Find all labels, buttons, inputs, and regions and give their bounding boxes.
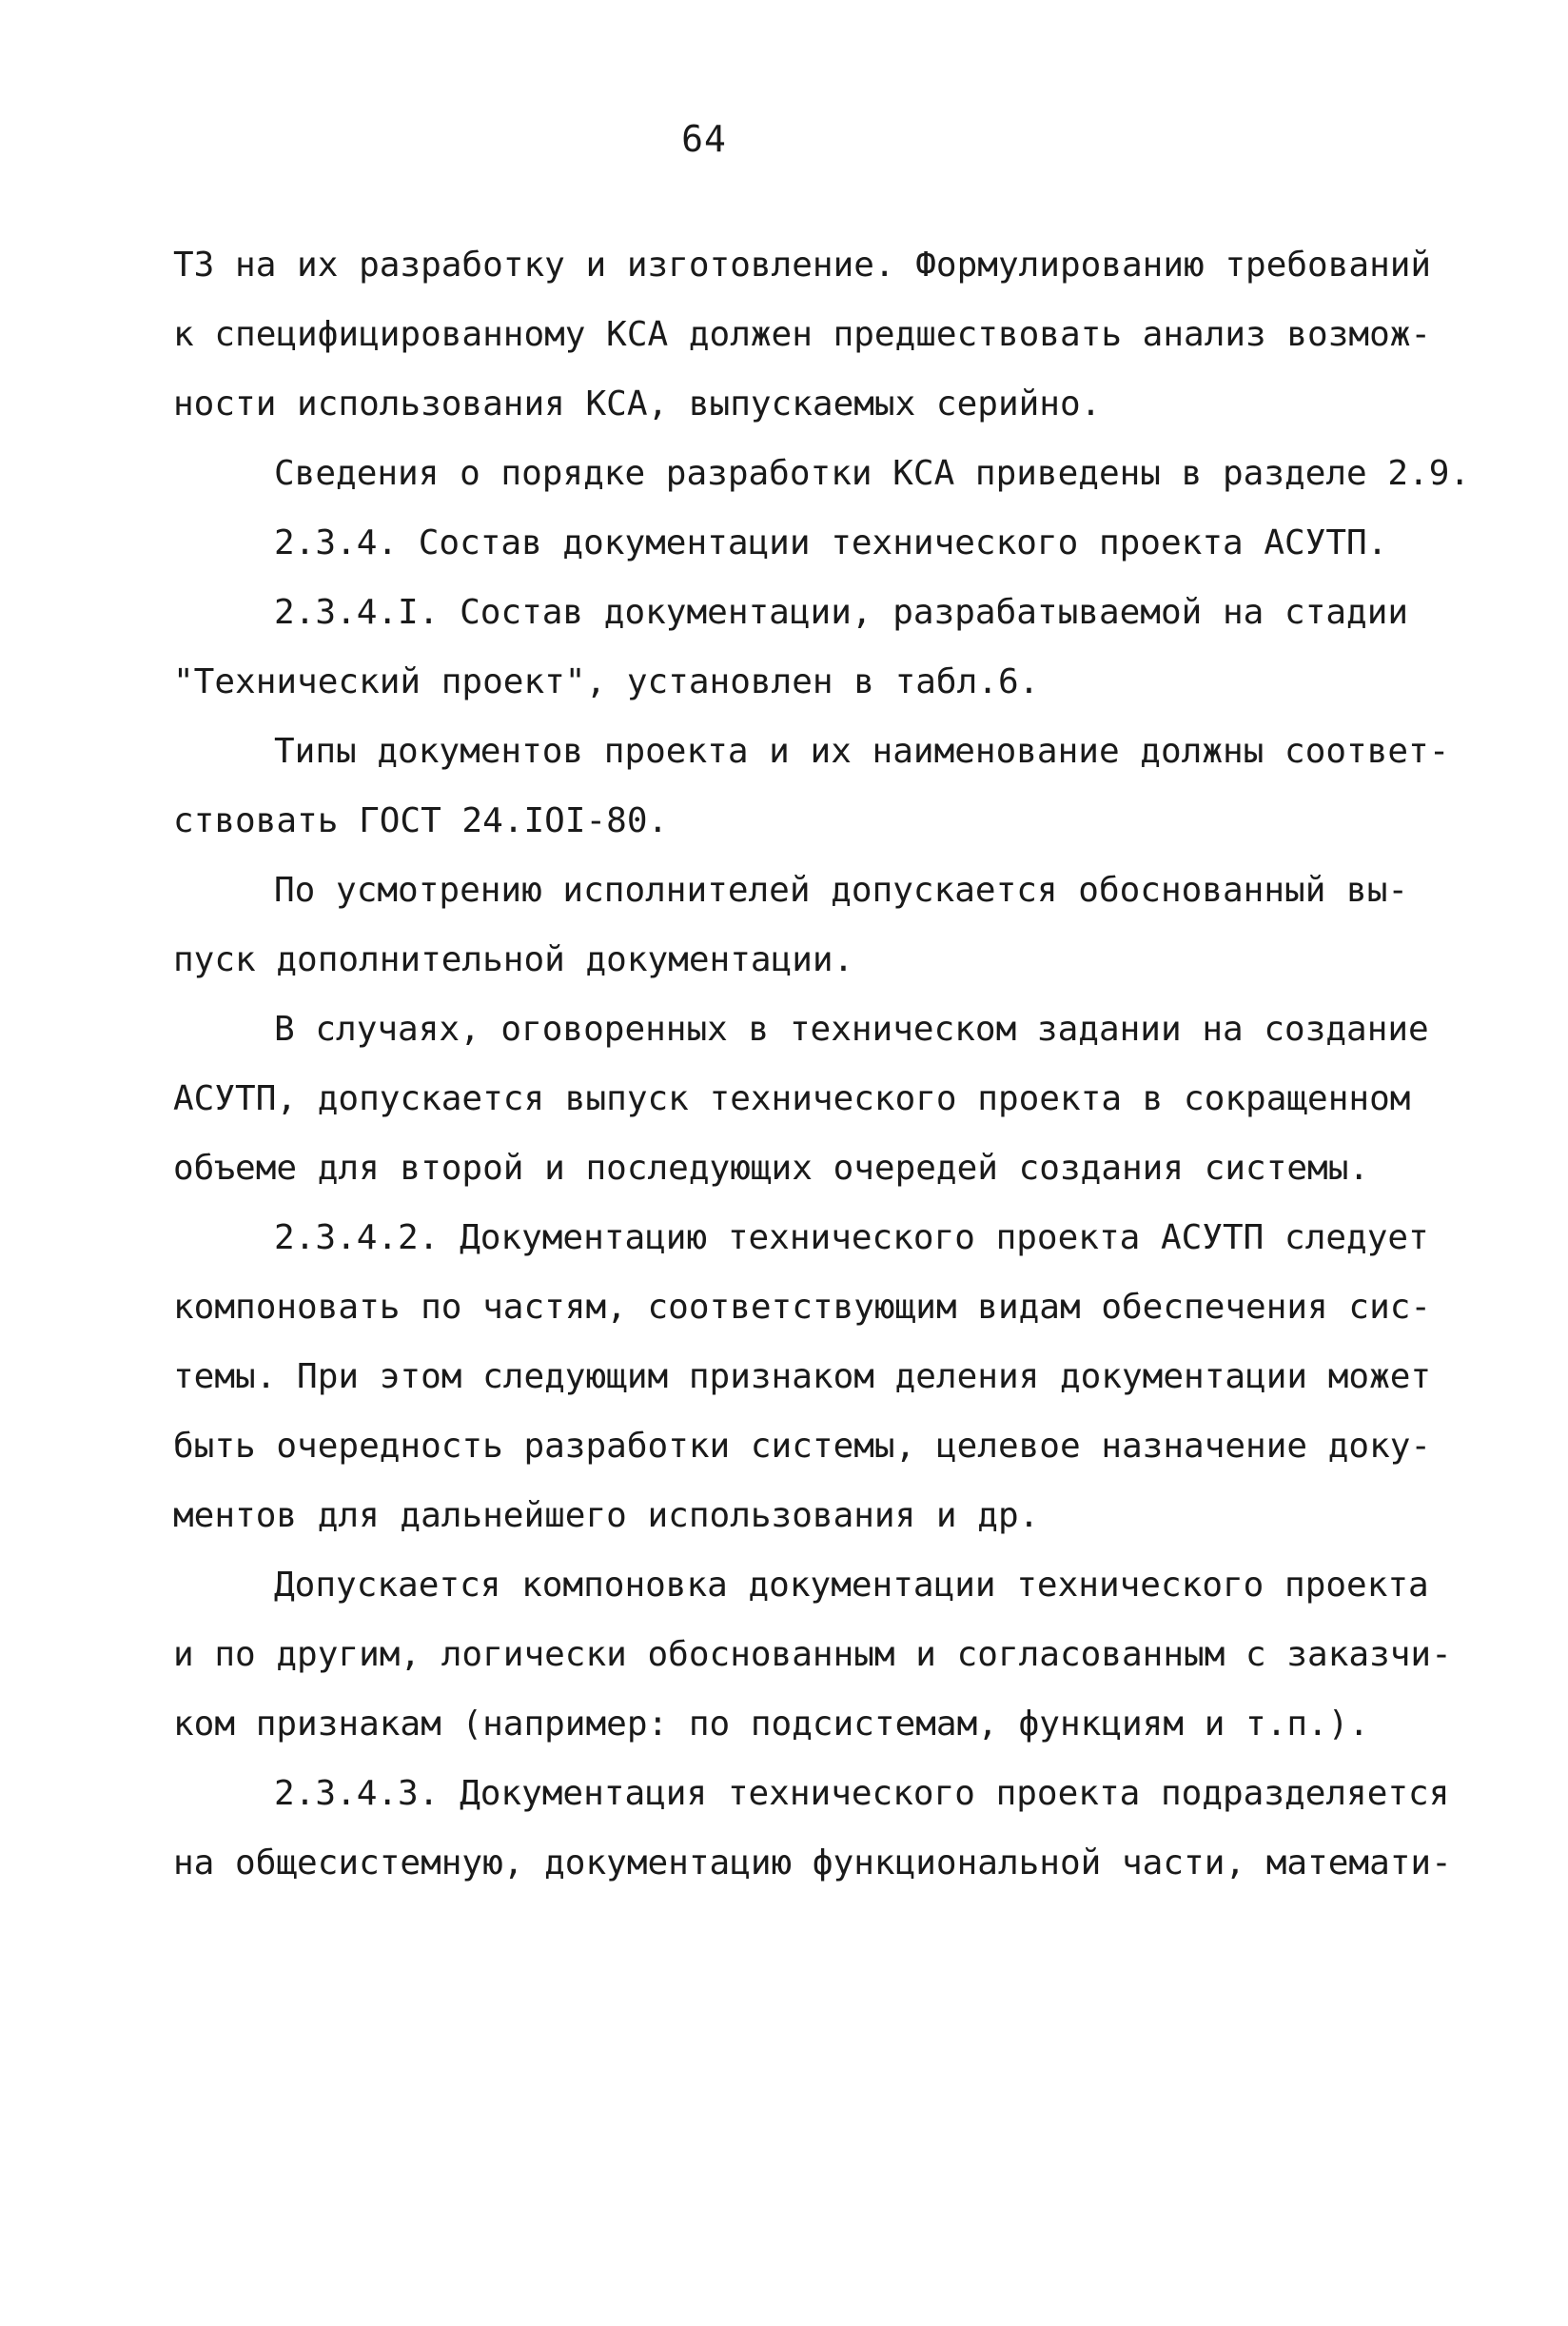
text-line: 2.3.4.3. Документация технического проекта подразделяется (274, 1774, 1450, 1813)
text-line: По усмотрению исполнителей допускается обоснованный вы- (274, 871, 1409, 910)
page-number: 64 (681, 118, 727, 160)
text-line: Сведения о порядке разработки КСА приведены в разделе 2.9. (274, 454, 1471, 493)
text-line: объеме для второй и последующих очередей создания системы. (173, 1149, 1370, 1188)
text-line: ТЗ на их разработку и изготовление. Формулированию требований (173, 246, 1432, 285)
text-line: ности использования КСА, выпускаемых серийно. (173, 384, 1102, 424)
text-line: "Технический проект", установлен в табл.6. (173, 662, 1040, 701)
text-line: ментов для дальнейшего использования и др. (173, 1496, 1040, 1535)
text-line: Допускается компоновка документации технического проекта (274, 1566, 1429, 1605)
text-line: быть очередность разработки системы, целевое назначение доку- (173, 1427, 1432, 1466)
section-heading: 2.3.4. Состав документации технического проекта АСУТП. (274, 523, 1388, 562)
text-line: 2.3.4.I. Состав документации, разрабатываемой на стадии (274, 593, 1409, 632)
text-line: В случаях, оговоренных в техническом задании на создание (274, 1010, 1429, 1049)
body-text (173, 230, 1471, 1898)
text-line: ствовать ГОСТ 24.IOI-80. (173, 801, 669, 840)
text-line: компоновать по частям, соответствующим видам обеспечения сис- (173, 1288, 1432, 1327)
text-line: на общесистемную, документацию функциональной части, математи- (173, 1843, 1452, 1882)
text-line: 2.3.4.2. Документацию технического проекта АСУТП следует (274, 1218, 1429, 1257)
text-line: пуск дополнительной документации. (173, 940, 854, 979)
text-line: темы. При этом следующим признаком деления документации может (173, 1357, 1432, 1396)
text-line: и по другим, логически обоснованным и согласованным с заказчи- (173, 1635, 1452, 1674)
text-line: АСУТП, допускается выпуск технического проекта в сокращенном (173, 1079, 1411, 1118)
text-line: к специфицированному КСА должен предшествовать анализ возмож- (173, 315, 1432, 354)
text-line: Типы документов проекта и их наименование должны соответ- (274, 732, 1450, 771)
text-line: ком признакам (например: по подсистемам, функциям и т.п.). (173, 1705, 1370, 1744)
